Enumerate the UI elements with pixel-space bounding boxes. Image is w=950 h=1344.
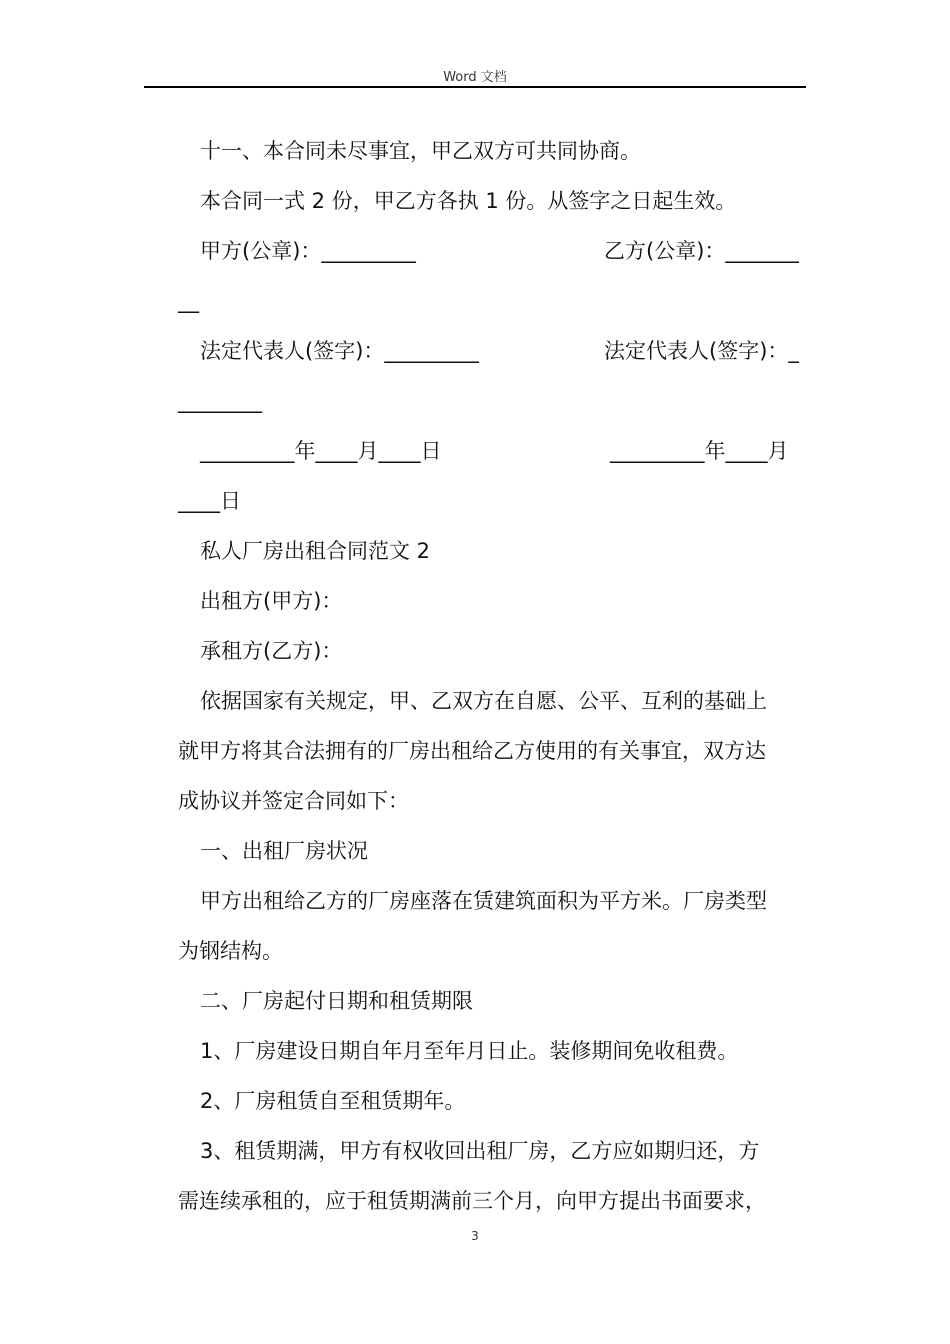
party-b-date-continued: ____日 [178,489,241,513]
party-b-date: _________年____月 [610,439,789,463]
copies-clause: 本合同一式 2 份，甲乙方各执 1 份。从签字之日起生效。 [200,189,737,213]
party-b-seal: 乙方(公章)：_______ [604,239,799,263]
intro-line-2: 就甲方将其合法拥有的厂房出租给乙方使用的有关事宜，双方达 [178,739,766,763]
party-b-representative-continued: ________ [178,389,262,413]
party-b-seal-continued: __ [178,289,199,313]
intro-line-1: 依据国家有关规定，甲、乙双方在自愿、公平、互利的基础上 [200,689,767,713]
item-2: 2、厂房租赁自至租赁期年。 [200,1089,466,1113]
party-a-date: _________年____月____日 [200,439,442,463]
party-b-representative: 法定代表人(签字)：_ [604,339,799,363]
page-header: Word 文档 [443,70,507,85]
header-divider [144,86,806,88]
item-3-line-1: 3、租赁期满，甲方有权收回出租厂房，乙方应如期归还，方 [200,1139,760,1163]
item-1: 1、厂房建设日期自年月至年月日止。装修期间免收租费。 [200,1039,739,1063]
party-a-seal: 甲方(公章)：_________ [200,239,416,263]
section-1-paragraph-line-2: 为钢结构。 [178,939,283,963]
item-3-line-2: 需连续承租的，应于租赁期满前三个月，向甲方提出书面要求， [178,1189,766,1213]
page-number: 3 [471,1229,479,1243]
party-a-representative: 法定代表人(签字)：_________ [200,339,479,363]
section-1-paragraph-line-1: 甲方出租给乙方的厂房座落在赁建筑面积为平方米。厂房类型 [200,889,767,913]
lessee-line: 承租方(乙方)： [200,639,343,663]
intro-line-3: 成协议并签定合同如下： [178,789,409,813]
lessor-line: 出租方(甲方)： [200,589,343,613]
heading-section-1: 一、出租厂房状况 [200,839,368,863]
heading-section-2: 二、厂房起付日期和租赁期限 [200,989,473,1013]
clause-eleven: 十一、本合同未尽事宜，甲乙双方可共同协商。 [200,139,641,163]
section-title: 私人厂房出租合同范文 2 [200,539,431,563]
